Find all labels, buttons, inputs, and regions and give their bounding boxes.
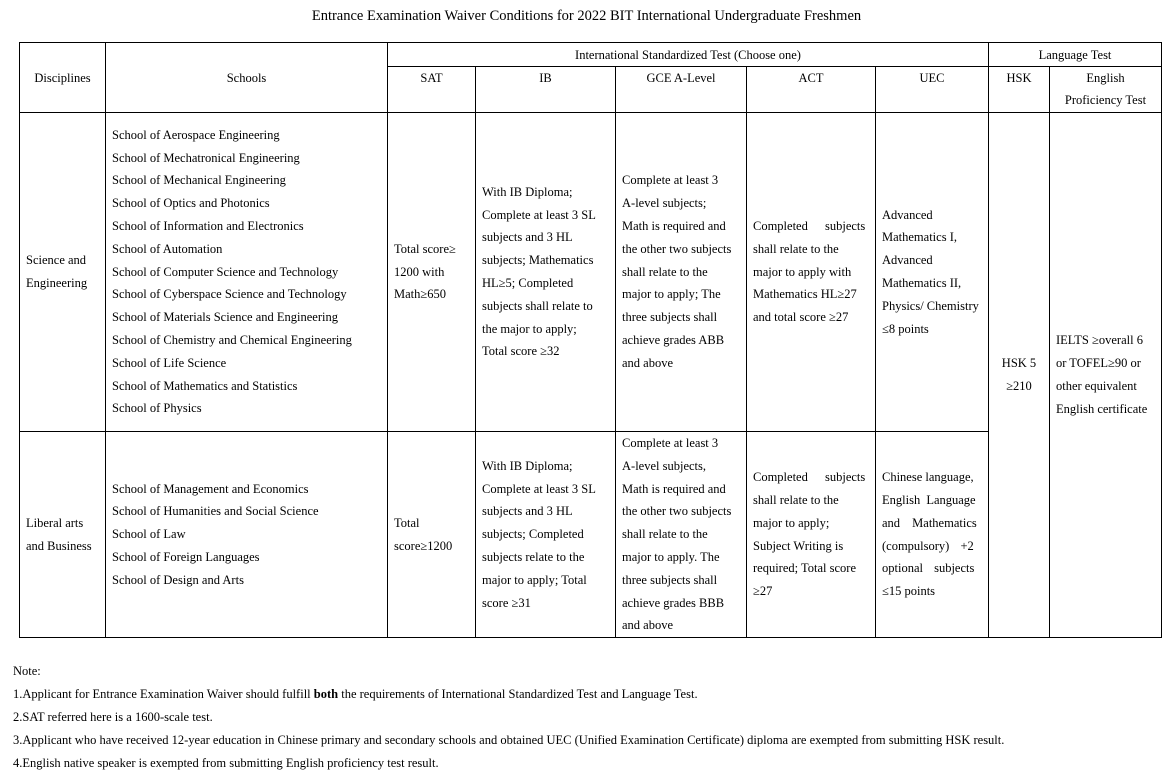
science-ib-line: Complete at least 3 SL — [482, 207, 596, 222]
hsk-requirement — [989, 113, 1050, 638]
liberal-gce-line: shall relate to the — [622, 527, 708, 542]
liberal-schools — [106, 432, 388, 638]
science-school-item: School of Aerospace Engineering — [112, 127, 280, 142]
science-sat-line: 1200 with — [394, 264, 445, 279]
science-gce-line: Math is required and — [622, 219, 726, 233]
notes-heading: Note: — [13, 664, 41, 678]
row-science-engineering — [20, 113, 1162, 432]
english-requirement — [1050, 113, 1162, 638]
liberal-act — [747, 432, 876, 638]
liberal-sat — [388, 432, 476, 638]
note-1 — [13, 683, 1163, 706]
science-ib-line: subjects shall relate to — [482, 298, 593, 313]
liberal-act-line: required; Total score — [753, 561, 857, 576]
liberal-gce-line: major to apply. The — [622, 549, 720, 564]
liberal-uec-line: Chinese language, — [882, 470, 974, 485]
science-act-line: shall relate to the — [753, 241, 839, 256]
science-ib-line: Total score ≥32 — [482, 344, 560, 359]
science-gce-line: and above — [622, 355, 674, 370]
note-1-end: the requirements of International Standardized Test and Language Test. — [338, 687, 698, 701]
note-3: 3.Applicant who have received 12-year education in Chinese primary and secondary schools and obtained UEC (Unified Examination Certificate) diploma are exempted from submitting HSK result. — [13, 733, 1005, 747]
science-school-item: School of Materials Science and Engineering — [112, 310, 338, 325]
science-school-item: School of Automation — [112, 241, 223, 256]
science-uec — [876, 113, 989, 432]
english-line: or TOFEL≥90 or — [1056, 356, 1141, 371]
science-school-item: School of Cyberspace Science and Technology — [112, 287, 347, 302]
science-act-line: Completed subjects — [753, 219, 866, 233]
science-act-line: major to apply with — [753, 264, 852, 279]
note-2: 2.SAT referred here is a 1600-scale test. — [13, 710, 213, 724]
liberal-discipline-line1: Liberal arts — [26, 515, 84, 530]
liberal-gce-line: achieve grades BBB — [622, 595, 725, 610]
liberal-school-item: School of Foreign Languages — [112, 549, 260, 564]
science-ib-line: the major to apply; — [482, 321, 577, 336]
header-gce: GCE A-Level — [616, 67, 747, 113]
science-act-line: and total score ≥27 — [753, 310, 849, 325]
science-gce-line: three subjects shall — [622, 310, 718, 325]
hsk-line: HSK 5 — [1001, 356, 1037, 371]
science-uec-line: Advanced — [882, 207, 933, 222]
liberal-ib-line: Complete at least 3 SL — [482, 481, 596, 496]
science-gce-line: major to apply; The — [622, 287, 721, 302]
science-gce-line: the other two subjects — [622, 241, 732, 256]
science-ib — [476, 113, 616, 432]
header-sat: SAT — [388, 67, 476, 113]
science-ib-line: HL≥5; Completed — [482, 276, 574, 290]
science-school-item: School of Information and Electronics — [112, 219, 304, 233]
liberal-ib-line: score ≥31 — [482, 595, 531, 610]
header-row-1 — [20, 43, 1162, 67]
liberal-sat-line: score≥1200 — [394, 538, 453, 553]
liberal-ib-line: major to apply; Total — [482, 572, 587, 587]
liberal-act-line: Completed subjects — [753, 470, 866, 485]
science-discipline-line1: Science and — [26, 253, 87, 268]
science-gce — [616, 113, 747, 432]
liberal-ib — [476, 432, 616, 638]
liberal-school-item: School of Design and Arts — [112, 572, 244, 587]
science-gce-line: A-level subjects; — [622, 196, 707, 211]
english-line: IELTS ≥overall 6 — [1056, 333, 1143, 348]
liberal-sat-line: Total — [394, 515, 420, 530]
science-schools — [106, 113, 388, 432]
liberal-act-line: ≥27 — [753, 584, 773, 599]
header-language-test: Language Test — [989, 43, 1162, 67]
liberal-uec-line: optional subjects — [882, 561, 975, 576]
hsk-line: ≥210 — [1006, 379, 1032, 394]
header-act: ACT — [747, 67, 876, 113]
header-uec: UEC — [876, 67, 989, 113]
liberal-school-item: School of Humanities and Social Science — [112, 504, 319, 519]
science-act-line: Mathematics HL≥27 — [753, 287, 857, 302]
liberal-act-line: Subject Writing is — [753, 538, 844, 553]
header-english — [1050, 67, 1162, 113]
header-schools: Schools — [106, 43, 388, 113]
liberal-act-line: major to apply; — [753, 515, 830, 530]
liberal-ib-line: With IB Diploma; — [482, 458, 573, 473]
header-international-test: International Standardized Test (Choose one) — [388, 43, 989, 67]
science-discipline — [20, 113, 106, 432]
science-uec-line: Advanced — [882, 253, 933, 268]
liberal-ib-line: subjects and 3 HL — [482, 504, 573, 519]
science-sat — [388, 113, 476, 432]
science-uec-line: Mathematics II, — [882, 276, 962, 290]
science-uec-line: Physics/ Chemistry — [882, 298, 979, 313]
note-1-emphasis: both — [313, 687, 339, 701]
header-hsk: HSK — [989, 67, 1050, 113]
science-school-item: School of Mechanical Engineering — [112, 173, 286, 188]
note-1-start: 1.Applicant for Entrance Examination Waiver should fulfill — [13, 687, 314, 701]
science-school-item: School of Computer Science and Technology — [112, 264, 339, 279]
science-school-item: School of Mathematics and Statistics — [112, 378, 298, 393]
notes-section — [13, 660, 1163, 775]
liberal-uec-line: English Language — [882, 492, 976, 507]
liberal-gce-line: Math is required and — [622, 481, 726, 496]
science-gce-line: Complete at least 3 — [622, 173, 719, 188]
liberal-gce — [616, 432, 747, 638]
science-act — [747, 113, 876, 432]
liberal-uec — [876, 432, 989, 638]
liberal-uec-line: and Mathematics — [882, 515, 977, 530]
liberal-gce-line: the other two subjects — [622, 504, 732, 519]
science-uec-line: ≤8 points — [882, 321, 929, 336]
header-ib: IB — [476, 67, 616, 113]
english-line: other equivalent — [1056, 379, 1137, 394]
liberal-gce-line: Complete at least 3 — [622, 436, 719, 450]
note-4: 4.English native speaker is exempted from submitting English proficiency test result. — [13, 756, 439, 770]
liberal-gce-line: and above — [622, 618, 674, 633]
header-disciplines: Disciplines — [20, 43, 106, 113]
science-discipline-line2: Engineering — [26, 276, 88, 290]
liberal-school-item: School of Law — [112, 527, 186, 542]
liberal-discipline — [20, 432, 106, 638]
science-sat-line: Math≥650 — [394, 287, 446, 302]
liberal-school-item: School of Management and Economics — [112, 481, 309, 496]
header-english-line1: English — [1086, 71, 1125, 85]
science-sat-line: Total score≥ — [394, 241, 456, 256]
science-uec-line: Mathematics I, — [882, 230, 957, 245]
liberal-act-line: shall relate to the — [753, 492, 839, 507]
liberal-gce-line: A-level subjects, — [622, 458, 707, 473]
science-gce-line: shall relate to the — [622, 264, 708, 279]
science-school-item: School of Chemistry and Chemical Engineering — [112, 332, 352, 347]
science-school-item: School of Life Science — [112, 355, 227, 370]
liberal-discipline-line2: and Business — [26, 538, 92, 553]
header-english-line2: Proficiency Test — [1064, 93, 1147, 107]
science-ib-line: With IB Diploma; — [482, 184, 573, 199]
liberal-ib-line: subjects relate to the — [482, 549, 585, 564]
science-ib-line: subjects; Mathematics — [482, 253, 594, 268]
liberal-uec-line: (compulsory) +2 — [882, 538, 974, 553]
english-line: English certificate — [1056, 401, 1148, 416]
science-school-item: School of Optics and Photonics — [112, 196, 270, 211]
science-gce-line: achieve grades ABB — [622, 332, 725, 347]
liberal-ib-line: subjects; Completed — [482, 527, 584, 542]
science-school-item: School of Physics — [112, 401, 202, 416]
science-ib-line: subjects and 3 HL — [482, 230, 573, 245]
liberal-uec-line: ≤15 points — [882, 584, 936, 599]
page-title: Entrance Examination Waiver Conditions for 2022 BIT International Undergraduate Freshmen — [311, 8, 862, 24]
science-school-item: School of Mechatronical Engineering — [112, 150, 300, 165]
liberal-gce-line: three subjects shall — [622, 572, 718, 587]
waiver-conditions-table — [19, 42, 1162, 638]
